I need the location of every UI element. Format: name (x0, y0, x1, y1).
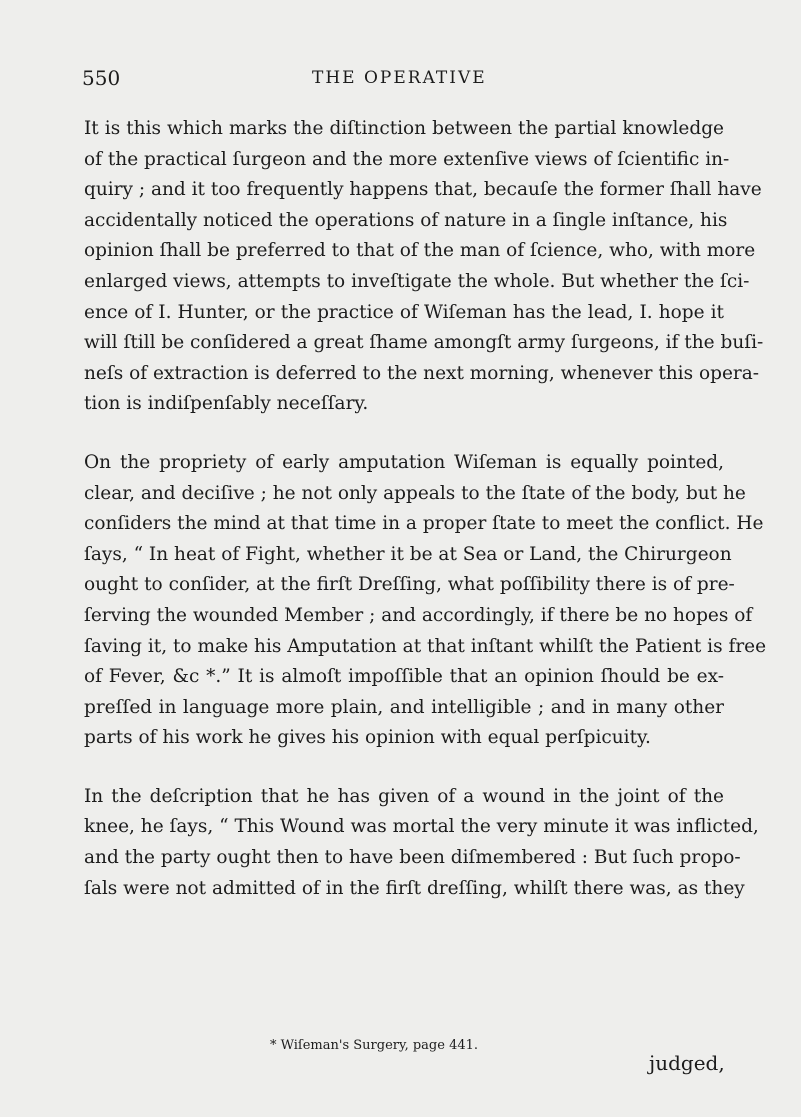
text-line: It is this which marks the diſtinction between the partial knowledge (84, 118, 724, 139)
paragraph-2 (84, 448, 767, 754)
text-line: tion is indiſpenſably neceſſary. (84, 393, 369, 415)
text-line: ence of I. Hunter, or the practice of Wiſeman has the lead, I. hope it (84, 301, 724, 323)
text-line: On the propriety of early amputation Wiſeman is equally pointed, (84, 451, 724, 473)
text-line: preſſed in language more plain, and intelligible ; and in many other (84, 696, 724, 718)
text-line: of Fever, &c *.” It is almoſt impoſſible that an opinion ſhould be ex- (84, 666, 724, 688)
page-header (82, 66, 722, 96)
text-line: ſals were not admitted of in the firſt dreſſing, whilſt there was, as they (84, 877, 745, 899)
paragraph-1 (84, 114, 764, 420)
text-line: knee, he ſays, “ This Wound was mortal the very minute it was inflicted, (84, 816, 759, 838)
catchword: judged, (649, 1051, 725, 1075)
body-text (84, 114, 767, 904)
text-line: ought to conſider, at the firſt Dreſſing, what poſſibility there is of pre- (84, 574, 735, 596)
text-line: parts of his work he gives his opinion with equal perſpicuity. (84, 727, 651, 749)
text-line: In the deſcription that he has given of a wound in the joint of the (84, 785, 724, 807)
page-number: 550 (82, 66, 121, 90)
text-line: will ſtill be conſidered a great ſhame amongſt army ſurgeons, if the buſi- (84, 332, 764, 354)
text-line: ſaving it, to make his Amputation at that inſtant whilſt the Patient is free (84, 635, 767, 657)
footnote: * Wiſeman's Surgery, page 441. (270, 1038, 479, 1053)
running-head: THE OPERATIVE (312, 68, 487, 88)
paragraph-3 (84, 782, 759, 904)
text-line: and the party ought then to have been diſmembered : But ſuch propo- (84, 847, 741, 869)
text-line: accidentally noticed the operations of nature in a ſingle inſtance, his (84, 209, 728, 231)
text-line: of the practical ſurgeon and the more extenſive views of ſcientific in- (84, 148, 730, 170)
text-line: ſerving the wounded Member ; and accordingly, if there be no hopes of (84, 604, 753, 626)
text-line: clear, and deciſive ; he not only appeals to the ſtate of the body, but he (84, 482, 746, 504)
text-line: opinion ſhall be preferred to that of the man of ſcience, who, with more (84, 240, 756, 262)
text-line: enlarged views, attempts to inveſtigate the whole. But whether the ſci- (84, 270, 750, 292)
text-line: neſs of extraction is deferred to the next morning, whenever this opera- (84, 362, 760, 384)
text-line: conſiders the mind at that time in a proper ſtate to meet the conflict. He (84, 513, 764, 535)
text-line: ſays, “ In heat of Fight, whether it be at Sea or Land, the Chirurgeon (84, 543, 732, 565)
text-line: quiry ; and it too frequently happens that, becauſe the former ſhall have (84, 179, 762, 201)
